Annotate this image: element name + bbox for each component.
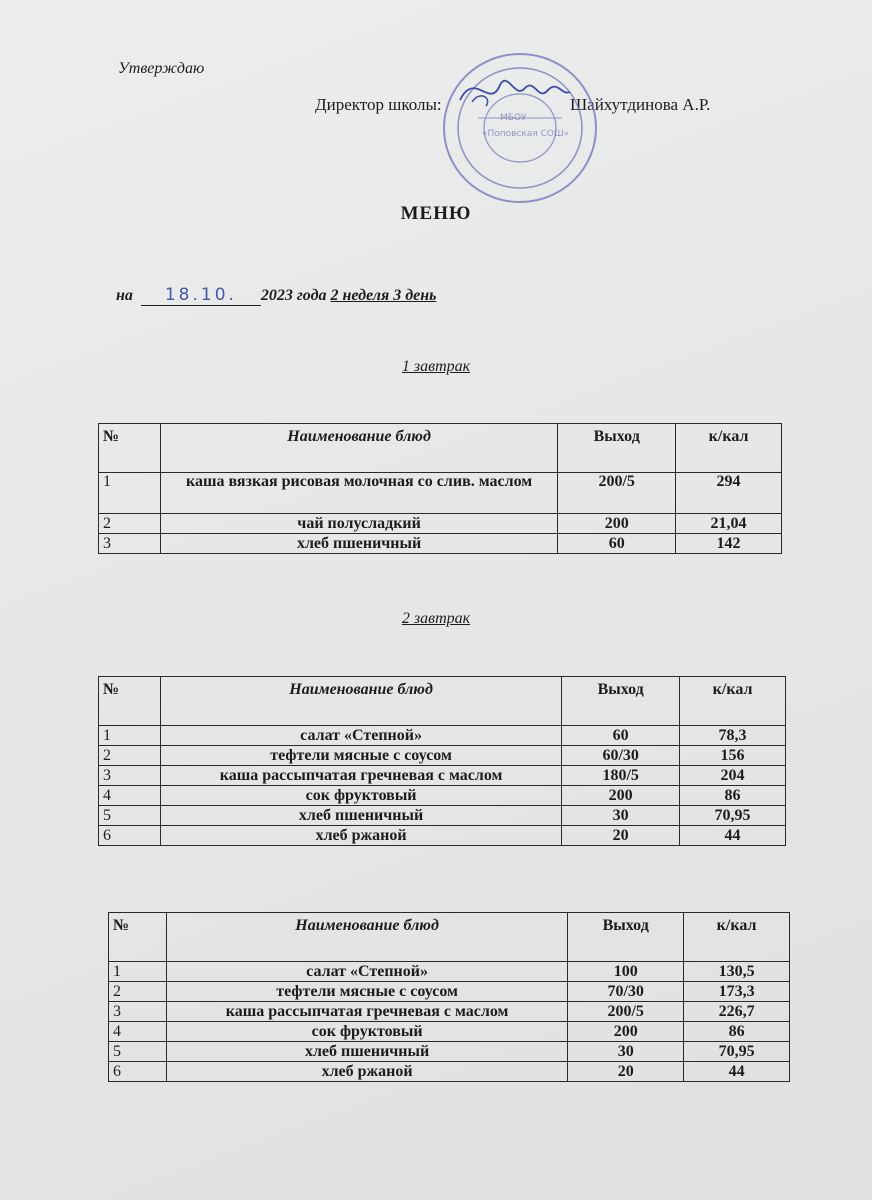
- dish-output: 200: [562, 786, 680, 806]
- dish-name: чай полусладкий: [160, 514, 557, 534]
- row-num: 3: [99, 534, 161, 554]
- col-num-header: №: [99, 677, 161, 726]
- row-num: 4: [99, 786, 161, 806]
- row-num: 1: [99, 473, 161, 514]
- row-num: 3: [99, 766, 161, 786]
- section-title-breakfast2: 2 завтрак: [401, 610, 471, 627]
- row-num: 3: [109, 1002, 167, 1022]
- table-row: [99, 746, 786, 766]
- dish-output: 30: [562, 806, 680, 826]
- week-day: 2 неделя 3 день: [330, 287, 437, 304]
- dish-name: тефтели мясные с соусом: [166, 982, 567, 1002]
- date-year: 2023 года: [260, 287, 327, 304]
- dish-kcal: 86: [680, 786, 786, 806]
- table-row: [109, 1022, 790, 1042]
- director-label: Директор школы:: [315, 95, 442, 114]
- dish-name: хлеб ржаной: [160, 826, 561, 846]
- dish-kcal: 70,95: [680, 806, 786, 826]
- dish-name: хлеб пшеничный: [160, 534, 557, 554]
- dish-kcal: 294: [676, 473, 782, 514]
- row-num: 1: [109, 962, 167, 982]
- dish-kcal: 44: [680, 826, 786, 846]
- menu-table-breakfast2: [98, 676, 786, 846]
- svg-text:МБОУ: МБОУ: [500, 113, 527, 123]
- dish-output: 200/5: [568, 1002, 684, 1022]
- table-row: [99, 806, 786, 826]
- table-row: [99, 826, 786, 846]
- section-title-breakfast1: 1 завтрак: [401, 358, 471, 375]
- table-row: [109, 962, 790, 982]
- dish-output: 180/5: [562, 766, 680, 786]
- dish-output: 30: [568, 1042, 684, 1062]
- table-row: [99, 766, 786, 786]
- row-num: 2: [109, 982, 167, 1002]
- dish-kcal: 44: [684, 1062, 790, 1082]
- table-row: [99, 726, 786, 746]
- handwritten-date: 18.10.: [141, 285, 261, 306]
- dish-output: 200: [568, 1022, 684, 1042]
- dish-name: салат «Степной»: [166, 962, 567, 982]
- col-name-header: Наименование блюд: [166, 913, 567, 962]
- dish-name: сок фруктовый: [166, 1022, 567, 1042]
- table-row: [99, 786, 786, 806]
- dish-name: каша рассыпчатая гречневая с маслом: [166, 1002, 567, 1022]
- table-header-row: [109, 913, 790, 962]
- dish-kcal: 173,3: [684, 982, 790, 1002]
- dish-name: каша рассыпчатая гречневая с маслом: [160, 766, 561, 786]
- dish-output: 20: [568, 1062, 684, 1082]
- row-num: 6: [99, 826, 161, 846]
- dish-name: хлеб пшеничный: [166, 1042, 567, 1062]
- col-num-header: №: [109, 913, 167, 962]
- col-output-header: Выход: [558, 424, 676, 473]
- table-row: [109, 1062, 790, 1082]
- dish-output: 70/30: [568, 982, 684, 1002]
- col-kcal-header: к/кал: [676, 424, 782, 473]
- table-header-row: [99, 677, 786, 726]
- menu-table-3: [108, 912, 790, 1082]
- dish-name: сок фруктовый: [160, 786, 561, 806]
- svg-text:«Поповская СОШ»: «Поповская СОШ»: [482, 129, 570, 139]
- row-num: 4: [109, 1022, 167, 1042]
- dish-kcal: 156: [680, 746, 786, 766]
- row-num: 6: [109, 1062, 167, 1082]
- table-row: [99, 514, 782, 534]
- dish-output: 100: [568, 962, 684, 982]
- col-kcal-header: к/кал: [680, 677, 786, 726]
- dish-output: 200/5: [558, 473, 676, 514]
- dish-name: каша вязкая рисовая молочная со слив. маслом: [160, 473, 557, 514]
- dish-output: 60/30: [562, 746, 680, 766]
- director-name: Шайхутдинова А.Р.: [570, 95, 711, 114]
- menu-table-breakfast1: [98, 423, 782, 554]
- dish-kcal: 130,5: [684, 962, 790, 982]
- approve-label: Утверждаю: [118, 60, 205, 77]
- dish-output: 60: [562, 726, 680, 746]
- dish-output: 200: [558, 514, 676, 534]
- dish-kcal: 86: [684, 1022, 790, 1042]
- table-row: [109, 1002, 790, 1022]
- date-line: [116, 285, 436, 306]
- dish-kcal: 78,3: [680, 726, 786, 746]
- dish-kcal: 142: [676, 534, 782, 554]
- dish-name: хлеб ржаной: [166, 1062, 567, 1082]
- dish-name: хлеб пшеничный: [160, 806, 561, 826]
- dish-name: тефтели мясные с соусом: [160, 746, 561, 766]
- col-name-header: Наименование блюд: [160, 424, 557, 473]
- col-name-header: Наименование блюд: [160, 677, 561, 726]
- dish-kcal: 226,7: [684, 1002, 790, 1022]
- date-prefix: на: [116, 287, 133, 304]
- table-row: [99, 473, 782, 514]
- row-num: 2: [99, 746, 161, 766]
- col-output-header: Выход: [568, 913, 684, 962]
- row-num: 5: [99, 806, 161, 826]
- col-kcal-header: к/кал: [684, 913, 790, 962]
- table-row: [99, 534, 782, 554]
- dish-output: 60: [558, 534, 676, 554]
- school-stamp-with-signature: [420, 40, 620, 210]
- dish-kcal: 21,04: [676, 514, 782, 534]
- col-output-header: Выход: [562, 677, 680, 726]
- table-row: [109, 982, 790, 1002]
- row-num: 2: [99, 514, 161, 534]
- table-row: [109, 1042, 790, 1062]
- col-num-header: №: [99, 424, 161, 473]
- dish-output: 20: [562, 826, 680, 846]
- row-num: 5: [109, 1042, 167, 1062]
- dish-kcal: 70,95: [684, 1042, 790, 1062]
- dish-kcal: 204: [680, 766, 786, 786]
- table-header-row: [99, 424, 782, 473]
- page-title: МЕНЮ: [400, 203, 472, 224]
- row-num: 1: [99, 726, 161, 746]
- dish-name: салат «Степной»: [160, 726, 561, 746]
